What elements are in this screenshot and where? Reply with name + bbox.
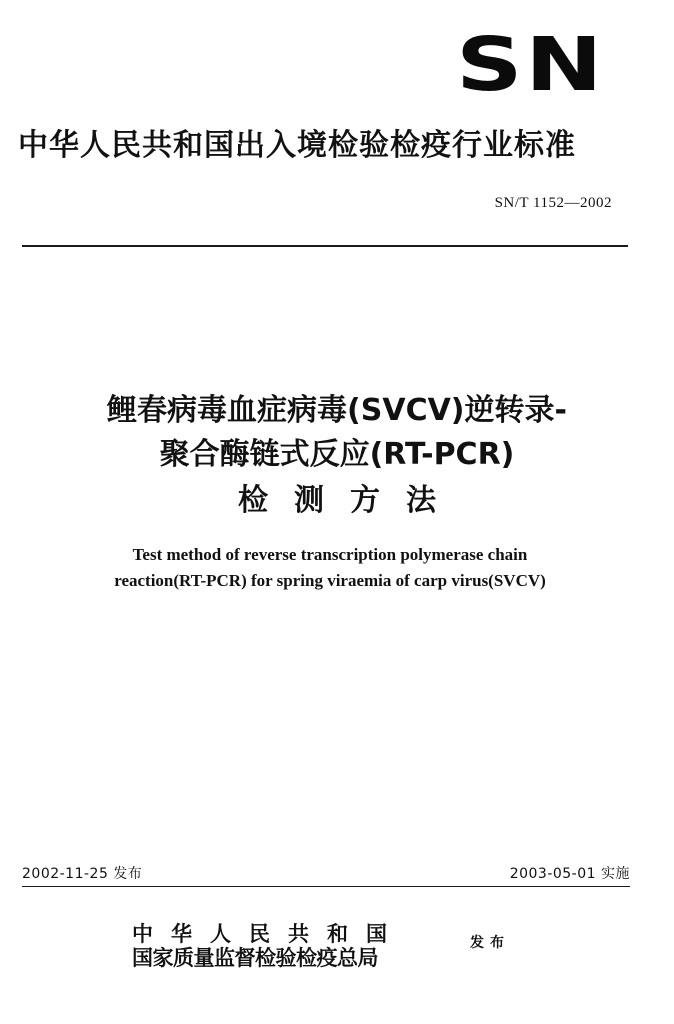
title-cn-line-2: 聚合酶链式反应(RT-PCR) [159,437,515,472]
title-en-line-1: Test method of reverse transcription polymerase chain [132,545,528,564]
issuer-line-1: 中华人民共和国 [132,921,405,946]
issuer-line-2: 国家质量监督检验检疫总局 [132,945,378,970]
top-divider [22,245,628,247]
title-cn-line-3: 检测方法 [238,483,462,518]
issuer-action: 发布 [470,935,510,951]
sn-logo: SN [456,22,606,108]
bottom-divider [22,886,630,887]
title-en-line-2: reaction(RT-PCR) for spring viraemia of carp virus(SVCV) [114,571,546,590]
implementation-date: 2003-05-01 实施 [509,866,630,882]
issue-date: 2002-11-25 发布 [22,866,143,882]
standard-number: SN/T 1152—2002 [494,195,612,211]
title-cn-line-1: 鲤春病毒血症病毒(SVCV)逆转录- [107,393,567,428]
header-title: 中华人民共和国出入境检验检疫行业标准 [18,128,576,163]
